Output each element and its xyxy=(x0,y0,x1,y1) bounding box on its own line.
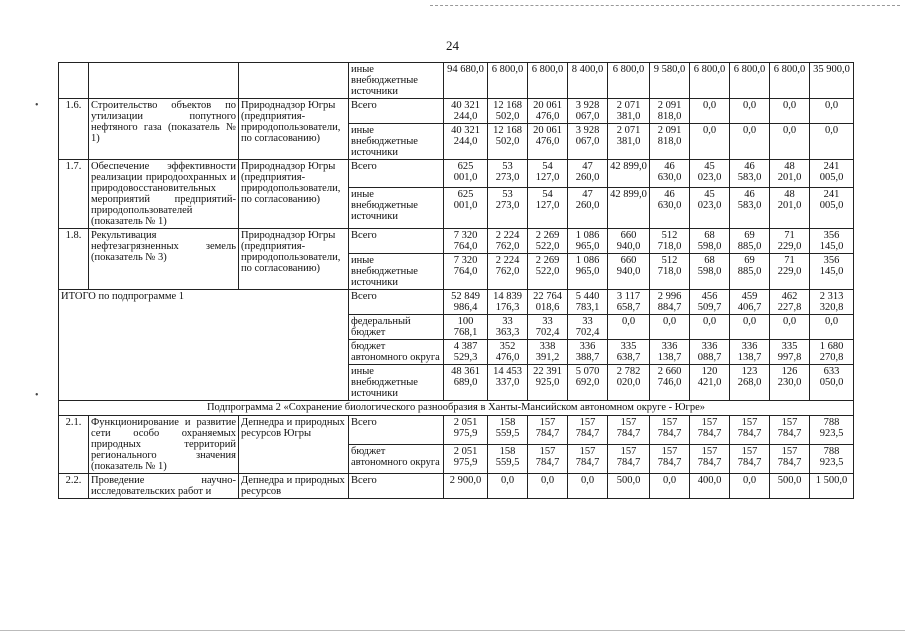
amount-cell: 158 559,5 xyxy=(488,445,528,474)
amount-cell: 3 928 067,0 xyxy=(568,99,608,124)
amount-cell: 157 784,7 xyxy=(528,445,568,474)
item-description: Строительство объектов по утилизации попутного нефтяного газа (показатель № 1) xyxy=(89,99,239,160)
amount-cell: 9 580,0 xyxy=(650,63,690,99)
amount-cell: 459 406,7 xyxy=(730,290,770,315)
amount-cell: 2 900,0 xyxy=(444,474,488,499)
amount-cell: 2 051 975,9 xyxy=(444,445,488,474)
amount-cell: 2 224 762,0 xyxy=(488,254,528,290)
amount-cell: 2 051 975,9 xyxy=(444,416,488,445)
item-number xyxy=(59,63,89,99)
amount-cell: 2 071 381,0 xyxy=(608,99,650,124)
amount-cell: 33 702,4 xyxy=(568,315,608,340)
subprogram-title: Подпрограмма 2 «Сохранение биологического разнообразия в Ханты-Мансийском автономном округе - Югре» xyxy=(59,401,854,416)
amount-cell: 69 885,0 xyxy=(730,254,770,290)
amount-cell: 5 440 783,1 xyxy=(568,290,608,315)
amount-cell: 2 782 020,0 xyxy=(608,365,650,401)
item-description: Рекультивация нефтезагрязненных земель (показатель № 3) xyxy=(89,229,239,290)
amount-cell: 157 784,7 xyxy=(608,445,650,474)
amount-cell: 400,0 xyxy=(690,474,730,499)
amount-cell: 336 138,7 xyxy=(730,340,770,365)
amount-cell: 0,0 xyxy=(770,99,810,124)
amount-cell: 0,0 xyxy=(770,315,810,340)
funding-source: Всего xyxy=(349,474,444,499)
bottom-scan-rule xyxy=(0,630,905,632)
amount-cell: 512 718,0 xyxy=(650,229,690,254)
amount-cell: 120 421,0 xyxy=(690,365,730,401)
amount-cell: 100 768,1 xyxy=(444,315,488,340)
amount-cell: 6 800,0 xyxy=(730,63,770,99)
item-number: 2.1. xyxy=(59,416,89,474)
amount-cell: 48 201,0 xyxy=(770,188,810,229)
funding-source: бюджет автономного округа xyxy=(349,340,444,365)
table-row xyxy=(59,160,854,188)
amount-cell: 6 800,0 xyxy=(690,63,730,99)
amount-cell: 157 784,7 xyxy=(568,445,608,474)
amount-cell: 1 500,0 xyxy=(810,474,854,499)
amount-cell: 71 229,0 xyxy=(770,254,810,290)
margin-dot: • xyxy=(35,390,39,401)
amount-cell: 14 839 176,3 xyxy=(488,290,528,315)
amount-cell: 625 001,0 xyxy=(444,188,488,229)
amount-cell: 0,0 xyxy=(810,124,854,160)
funding-source: бюджет автономного округа xyxy=(349,445,444,474)
amount-cell: 46 630,0 xyxy=(650,160,690,188)
amount-cell: 12 168 502,0 xyxy=(488,124,528,160)
amount-cell: 52 849 986,4 xyxy=(444,290,488,315)
amount-cell: 2 091 818,0 xyxy=(650,99,690,124)
amount-cell: 500,0 xyxy=(770,474,810,499)
amount-cell: 0,0 xyxy=(770,124,810,160)
amount-cell: 0,0 xyxy=(608,315,650,340)
amount-cell: 2 071 381,0 xyxy=(608,124,650,160)
amount-cell: 157 784,7 xyxy=(770,445,810,474)
funding-source: иные внебюджетные источники xyxy=(349,63,444,99)
amount-cell: 69 885,0 xyxy=(730,229,770,254)
amount-cell: 53 273,0 xyxy=(488,160,528,188)
funding-source: Всего xyxy=(349,290,444,315)
table-row xyxy=(59,474,854,499)
subprogram-total-label: ИТОГО по подпрограмме 1 xyxy=(59,290,349,401)
amount-cell: 0,0 xyxy=(690,124,730,160)
funding-source: иные внебюджетные источники xyxy=(349,254,444,290)
amount-cell: 46 583,0 xyxy=(730,160,770,188)
item-number: 2.2. xyxy=(59,474,89,499)
amount-cell: 158 559,5 xyxy=(488,416,528,445)
amount-cell: 335 638,7 xyxy=(608,340,650,365)
amount-cell: 157 784,7 xyxy=(690,416,730,445)
amount-cell: 7 320 764,0 xyxy=(444,229,488,254)
amount-cell: 456 509,7 xyxy=(690,290,730,315)
amount-cell: 336 388,7 xyxy=(568,340,608,365)
amount-cell: 8 400,0 xyxy=(568,63,608,99)
amount-cell: 157 784,7 xyxy=(770,416,810,445)
amount-cell: 788 923,5 xyxy=(810,445,854,474)
amount-cell: 47 260,0 xyxy=(568,160,608,188)
amount-cell: 2 091 818,0 xyxy=(650,124,690,160)
amount-cell: 462 227,8 xyxy=(770,290,810,315)
item-description: Обеспечение эффективности реализации природоохранных и природовосстановительных мероприятий предприятий-природопользователей (показатель № 1) xyxy=(89,160,239,229)
item-number: 1.7. xyxy=(59,160,89,229)
amount-cell: 14 453 337,0 xyxy=(488,365,528,401)
funding-source: иные внебюджетные источники xyxy=(349,124,444,160)
amount-cell: 157 784,7 xyxy=(608,416,650,445)
funding-source: Всего xyxy=(349,416,444,445)
amount-cell: 6 800,0 xyxy=(528,63,568,99)
amount-cell: 4 387 529,3 xyxy=(444,340,488,365)
amount-cell: 157 784,7 xyxy=(650,416,690,445)
amount-cell: 53 273,0 xyxy=(488,188,528,229)
funding-source: иные внебюджетные источники xyxy=(349,188,444,229)
funding-source: Всего xyxy=(349,229,444,254)
item-description: Функционирование и развитие сети особо охраняемых природных территорий регионального значения (показатель № 1) xyxy=(89,416,239,474)
table-row xyxy=(59,63,854,99)
amount-cell: 625 001,0 xyxy=(444,160,488,188)
item-number: 1.8. xyxy=(59,229,89,290)
amount-cell: 0,0 xyxy=(488,474,528,499)
amount-cell: 157 784,7 xyxy=(650,445,690,474)
responsible-executor: Депнедра и природных ресурсов Югры xyxy=(239,416,349,474)
amount-cell: 338 391,2 xyxy=(528,340,568,365)
amount-cell: 22 391 925,0 xyxy=(528,365,568,401)
amount-cell: 356 145,0 xyxy=(810,254,854,290)
amount-cell: 33 363,3 xyxy=(488,315,528,340)
amount-cell: 0,0 xyxy=(730,99,770,124)
amount-cell: 0,0 xyxy=(730,474,770,499)
top-scan-rule xyxy=(430,5,900,7)
amount-cell: 0,0 xyxy=(690,99,730,124)
amount-cell: 0,0 xyxy=(690,315,730,340)
margin-dot: • xyxy=(35,100,39,111)
amount-cell: 157 784,7 xyxy=(690,445,730,474)
amount-cell: 123 268,0 xyxy=(730,365,770,401)
responsible-executor: Депнедра и природных ресурсов xyxy=(239,474,349,499)
table-row xyxy=(59,401,854,416)
amount-cell: 68 598,0 xyxy=(690,229,730,254)
amount-cell: 12 168 502,0 xyxy=(488,99,528,124)
amount-cell: 2 313 320,8 xyxy=(810,290,854,315)
responsible-executor xyxy=(239,63,349,99)
amount-cell: 42 899,0 xyxy=(608,160,650,188)
amount-cell: 6 800,0 xyxy=(770,63,810,99)
funding-source: иные внебюджетные источники xyxy=(349,365,444,401)
amount-cell: 0,0 xyxy=(528,474,568,499)
amount-cell: 788 923,5 xyxy=(810,416,854,445)
amount-cell: 40 321 244,0 xyxy=(444,99,488,124)
amount-cell: 22 764 018,6 xyxy=(528,290,568,315)
amount-cell: 54 127,0 xyxy=(528,160,568,188)
amount-cell: 660 940,0 xyxy=(608,254,650,290)
amount-cell: 5 070 692,0 xyxy=(568,365,608,401)
table-row xyxy=(59,229,854,254)
responsible-executor: Природнадзор Югры (предприятия-природопользователи, по согласованию) xyxy=(239,99,349,160)
amount-cell: 335 997,8 xyxy=(770,340,810,365)
funding-source: Всего xyxy=(349,160,444,188)
amount-cell: 0,0 xyxy=(568,474,608,499)
amount-cell: 45 023,0 xyxy=(690,188,730,229)
amount-cell: 126 230,0 xyxy=(770,365,810,401)
amount-cell: 7 320 764,0 xyxy=(444,254,488,290)
amount-cell: 2 660 746,0 xyxy=(650,365,690,401)
amount-cell: 500,0 xyxy=(608,474,650,499)
item-description xyxy=(89,63,239,99)
amount-cell: 336 088,7 xyxy=(690,340,730,365)
amount-cell: 0,0 xyxy=(650,315,690,340)
amount-cell: 1 086 965,0 xyxy=(568,254,608,290)
page-number: 24 xyxy=(446,38,459,53)
responsible-executor: Природнадзор Югры (предприятия-природопользователи, по согласованию) xyxy=(239,160,349,229)
amount-cell: 336 138,7 xyxy=(650,340,690,365)
amount-cell: 46 630,0 xyxy=(650,188,690,229)
amount-cell: 48 201,0 xyxy=(770,160,810,188)
amount-cell: 3 928 067,0 xyxy=(568,124,608,160)
amount-cell: 157 784,7 xyxy=(568,416,608,445)
amount-cell: 633 050,0 xyxy=(810,365,854,401)
table-row xyxy=(59,290,854,315)
amount-cell: 94 680,0 xyxy=(444,63,488,99)
amount-cell: 352 476,0 xyxy=(488,340,528,365)
amount-cell: 0,0 xyxy=(730,315,770,340)
amount-cell: 6 800,0 xyxy=(608,63,650,99)
amount-cell: 33 702,4 xyxy=(528,315,568,340)
amount-cell: 47 260,0 xyxy=(568,188,608,229)
item-number: 1.6. xyxy=(59,99,89,160)
amount-cell: 45 023,0 xyxy=(690,160,730,188)
amount-cell: 1 086 965,0 xyxy=(568,229,608,254)
amount-cell: 241 005,0 xyxy=(810,188,854,229)
amount-cell: 3 117 658,7 xyxy=(608,290,650,315)
amount-cell: 157 784,7 xyxy=(730,445,770,474)
amount-cell: 0,0 xyxy=(650,474,690,499)
funding-source: федеральный бюджет xyxy=(349,315,444,340)
amount-cell: 0,0 xyxy=(810,315,854,340)
amount-cell: 0,0 xyxy=(810,99,854,124)
amount-cell: 0,0 xyxy=(730,124,770,160)
amount-cell: 1 680 270,8 xyxy=(810,340,854,365)
budget-table xyxy=(58,62,854,499)
amount-cell: 2 269 522,0 xyxy=(528,254,568,290)
amount-cell: 71 229,0 xyxy=(770,229,810,254)
amount-cell: 157 784,7 xyxy=(730,416,770,445)
amount-cell: 35 900,0 xyxy=(810,63,854,99)
amount-cell: 48 361 689,0 xyxy=(444,365,488,401)
amount-cell: 660 940,0 xyxy=(608,229,650,254)
amount-cell: 42 899,0 xyxy=(608,188,650,229)
amount-cell: 356 145,0 xyxy=(810,229,854,254)
table-row xyxy=(59,99,854,124)
amount-cell: 20 061 476,0 xyxy=(528,99,568,124)
amount-cell: 68 598,0 xyxy=(690,254,730,290)
amount-cell: 157 784,7 xyxy=(528,416,568,445)
amount-cell: 241 005,0 xyxy=(810,160,854,188)
amount-cell: 2 996 884,7 xyxy=(650,290,690,315)
amount-cell: 54 127,0 xyxy=(528,188,568,229)
amount-cell: 6 800,0 xyxy=(488,63,528,99)
responsible-executor: Природнадзор Югры (предприятия-природопользователи, по согласованию) xyxy=(239,229,349,290)
amount-cell: 2 269 522,0 xyxy=(528,229,568,254)
item-description: Проведение научно-исследовательских работ и xyxy=(89,474,239,499)
amount-cell: 20 061 476,0 xyxy=(528,124,568,160)
amount-cell: 46 583,0 xyxy=(730,188,770,229)
amount-cell: 40 321 244,0 xyxy=(444,124,488,160)
amount-cell: 512 718,0 xyxy=(650,254,690,290)
table-row xyxy=(59,416,854,445)
funding-source: Всего xyxy=(349,99,444,124)
amount-cell: 2 224 762,0 xyxy=(488,229,528,254)
